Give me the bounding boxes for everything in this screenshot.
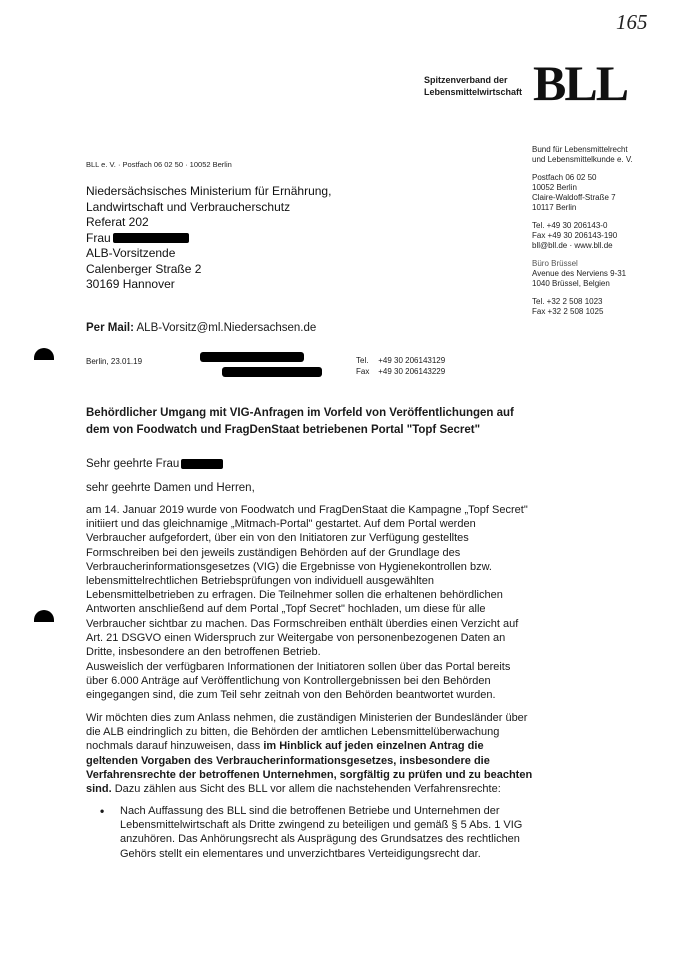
redaction-bar (113, 233, 189, 243)
sidebar-berlin-addr1: Postfach 06 02 50 (532, 173, 597, 182)
redaction-bar (181, 459, 223, 469)
recipient-line6: Calenberger Straße 2 (86, 261, 202, 276)
tel-value: +49 30 206143129 (378, 356, 446, 365)
sidebar-berlin-fax: Fax +49 30 206143-190 (532, 231, 618, 240)
salutation-line1 (86, 458, 223, 470)
salutation-text: Sehr geehrte Frau (86, 458, 180, 470)
body-paragraph-2: Ausweislich der verfügbaren Informationen der Initiatoren sollen über das Portal bereits über 6.000 Anträge auf Veröffentlichung von Kontrollergebnissen bei den Behörden eingegangen sind, die zum Teil sehr zeitnah von den Behörden beantwortet wurden. (86, 661, 511, 702)
per-mail-line (86, 322, 316, 334)
sidebar-berlin-addr2: 10052 Berlin (532, 183, 577, 192)
recipient-line4 (86, 231, 331, 247)
sidebar-brussels-addr2: 1040 Brüssel, Belgien (532, 279, 610, 288)
sidebar-berlin-web: bll@bll.de · www.bll.de (532, 241, 613, 250)
sidebar-name-line1: Bund für Lebensmittelrecht (532, 145, 628, 154)
recipient-line2: Landwirtschaft und Verbraucherschutz (86, 199, 291, 214)
tel-label: Tel. (356, 356, 369, 365)
sidebar-berlin-tel: Tel. +49 30 206143-0 (532, 221, 608, 230)
sidebar-name-line2: und Lebensmittelkunde e. V. (532, 155, 633, 164)
punch-hole-mark (34, 610, 54, 622)
sender-line: BLL e. V. · Postfach 06 02 50 · 10052 Berlin (86, 160, 232, 169)
sidebar-berlin-addr4: 10117 Berlin (532, 203, 577, 212)
contact-numbers (356, 355, 445, 377)
recipient-line7: 30169 Hannover (86, 277, 175, 291)
recipient-address (86, 184, 331, 293)
fax-label: Fax (356, 367, 370, 376)
para3-end: Dazu zählen aus Sicht des BLL vor allem die nachstehenden Verfahrensrechte: (111, 783, 501, 796)
org-tagline-line2: Lebensmittelwirtschaft (424, 87, 523, 97)
recipient-line1: Niedersächsisches Ministerium für Ernährung, (86, 184, 332, 198)
para3-start: Wir möchten dies zum Anlass nehmen, die zuständigen Ministerien der Bundesländer über die ALB eindringlich zu bitten, die Behörden der amtlichen Lebensmittelüberwachung nochmals darauf hinzuweisen, dass (86, 712, 528, 753)
redaction-box (200, 352, 304, 362)
handwritten-page-number: 165 (616, 10, 648, 34)
redaction-box (222, 367, 322, 377)
org-tagline-line1: Spitzenverband der (424, 75, 508, 85)
body-paragraph-3 (86, 711, 533, 796)
sidebar-brussels-addr1: Avenue des Nerviens 9-31 (532, 269, 627, 278)
salutation-line2: sehr geehrte Damen und Herren, (86, 482, 255, 494)
org-tagline (424, 74, 532, 98)
sidebar-berlin-addr3: Claire-Waldoff-Straße 7 (532, 193, 616, 202)
punch-hole-mark (34, 348, 54, 360)
per-mail-address: ALB-Vorsitz@ml.Niedersachsen.de (136, 322, 317, 334)
bll-logo: BLL (533, 55, 628, 111)
recipient-line3: Referat 202 (86, 215, 149, 229)
bullet-marker: • (100, 804, 105, 818)
letterhead-sidebar (532, 145, 692, 317)
sidebar-brussels-label: Büro Brüssel (532, 259, 578, 268)
recipient-salutation-word: Frau (86, 230, 111, 245)
letter-subject: Behördlicher Umgang mit VIG-Anfragen im Vorfeld von Veröffentlichungen auf dem von Foodwatch und FragDenStaat betriebenen Portal "Topf Secret" (86, 407, 514, 436)
body-paragraph-1: am 14. Januar 2019 wurde von Foodwatch und FragDenStaat die Kampagne „Topf Secret" initiiert und das gleichnamige „Mitmach-Portal" gestartet. Auf dem Portal werden Verbraucher aufgefordert, über ein von den Initiatoren zur Verfügung gestelltes Formschreiben bei den jeweils zuständigen Behörden auf der Grundlage des Verbraucherinformationsgesetzes (VIG) die Ergebnisse von Hygienekontrollen bzw. lebensmittelrechtlichen Betriebsprüfungen von individuell ausgewählten Lebensmittelbetrieben zu erfragen. Die Teilnehmer sollen die erhaltenen behördlichen Antworten anschließend auf dem Portal „Topf Secret" hochladen, um diese für alle Verbraucher sichtbar zu machen. Das Formschreiben enthält überdies einen Verzicht auf Art. 21 DSGVO einen Widerspruch zur Weitergabe von personenbezogenen Daten an Dritte, insbesondere an den betroffenen Betrieb. (86, 504, 528, 659)
sidebar-brussels-tel: Tel. +32 2 508 1023 (532, 297, 603, 306)
letter-date: Berlin, 23.01.19 (86, 357, 143, 366)
bullet-item-1: Nach Auffassung des BLL sind die betroffenen Betriebe und Unternehmen der Lebensmittelwirtschaft als Dritte zwingend zu beteiligen und gemäß § 5 Abs. 1 VIG anzuhören. Das Anhörungsrecht als Ausprägung des Grundsatzes des rechtlichen Gehörs stellt ein elementares und unverzichtbares Verteidigungsrecht dar. (120, 805, 523, 860)
para3-emphasis: im Hinblick auf jeden einzelnen Antrag die geltenden Vorgaben des Verbraucherinformationsgesetzes, insbesondere die Verfahrensrechte der betroffenen Unternehmen, sorgfältig zu prüfen und zu beachten sind. (86, 740, 533, 796)
recipient-line5: ALB-Vorsitzende (86, 246, 176, 260)
sidebar-brussels-fax: Fax +32 2 508 1025 (532, 307, 604, 316)
per-mail-label: Per Mail: (86, 322, 134, 334)
fax-value: +49 30 206143229 (378, 367, 446, 376)
